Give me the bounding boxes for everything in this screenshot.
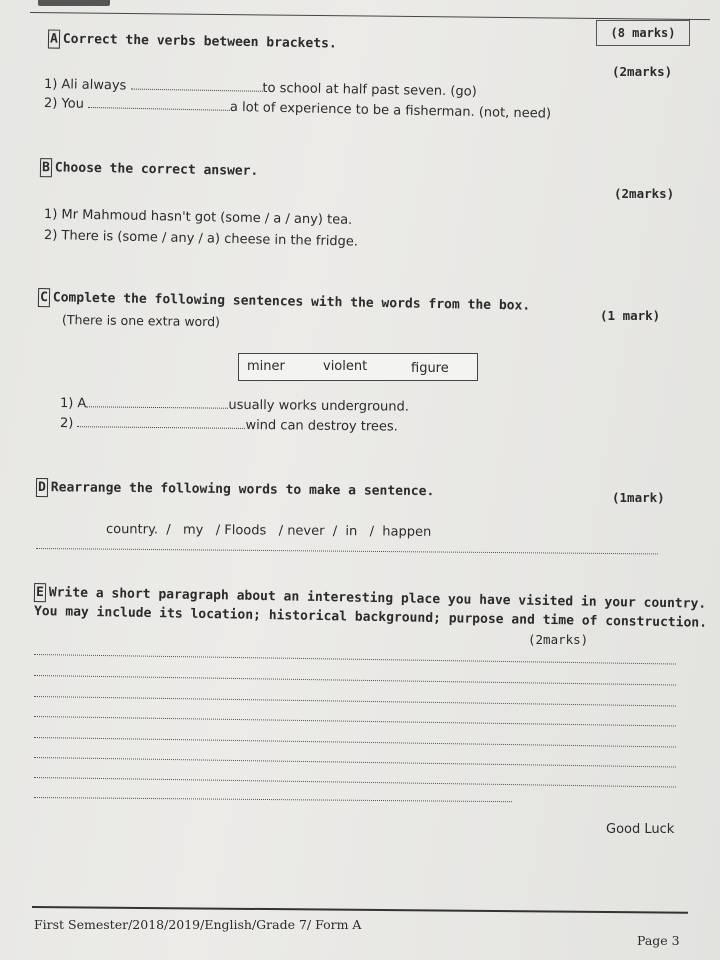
answer-blank[interactable] <box>130 88 262 92</box>
word-bank-word: miner <box>247 359 285 374</box>
word-bank-box <box>238 353 478 381</box>
section-c-note: (There is one extra word) <box>61 312 221 330</box>
section-d-letter: D <box>36 478 48 497</box>
writing-line[interactable] <box>34 696 676 707</box>
section-c-marks: (1 mark) <box>600 308 661 323</box>
section-d-words: country. / my / Floods / never / in / happen <box>105 522 432 540</box>
writing-line[interactable] <box>34 777 676 788</box>
cropped-heading <box>38 0 110 6</box>
section-b-letter: B <box>40 158 52 177</box>
good-luck-text: Good Luck <box>606 822 675 837</box>
total-marks: (8 marks) <box>610 26 676 40</box>
section-b-heading <box>40 158 259 181</box>
writing-line[interactable] <box>34 654 676 665</box>
section-e-marks: (2marks) <box>528 632 589 647</box>
writing-line[interactable] <box>34 716 676 727</box>
section-c-letter: C <box>38 288 50 307</box>
section-d-heading <box>36 478 435 501</box>
writing-line[interactable] <box>34 675 676 686</box>
section-d-instruction: Rearrange the following words to make a sentence. <box>50 480 435 500</box>
section-a-heading <box>48 29 337 53</box>
section-d-marks: (1mark) <box>612 490 665 505</box>
section-b-marks: (2marks) <box>614 186 675 201</box>
section-e-instruction-1: Write a short paragraph about an interesting place you have visited in your country. <box>48 585 707 612</box>
section-a-item-2: 2) You a lot of experience to be a fisherman. (not, need) <box>43 96 552 122</box>
total-marks-box <box>596 20 690 46</box>
section-a-letter: A <box>48 29 60 48</box>
section-d-answer-line[interactable] <box>36 548 658 554</box>
section-a-instruction: Correct the verbs between brackets. <box>62 31 337 52</box>
writing-line[interactable] <box>34 737 676 748</box>
answer-blank[interactable] <box>77 425 245 429</box>
section-b-item-1: 1) Mr Mahmoud hasn't got (some / a / any) tea. <box>43 207 353 228</box>
writing-line[interactable] <box>34 797 512 802</box>
footer-form: First Semester/2018/2019/English/Grade 7/ Form A <box>34 917 362 932</box>
section-a-marks: (2marks) <box>612 64 673 79</box>
section-c-item-1: 1) A usually works underground. <box>59 396 410 415</box>
section-e-instruction-2: You may include its location; historical background; purpose and time of construction. <box>33 604 708 631</box>
top-divider <box>30 12 710 20</box>
section-c-heading <box>38 288 531 316</box>
section-a-item-1: 1) Ali always to school at half past seven. (go) <box>43 77 477 100</box>
section-c-instruction: Complete the following sentences with the words from the box. <box>52 290 531 314</box>
section-e-letter: E <box>34 583 46 602</box>
word-bank-word: figure <box>411 361 449 376</box>
page-number: Page 3 <box>637 933 680 948</box>
section-b-instruction: Choose the correct answer. <box>54 160 259 179</box>
answer-blank[interactable] <box>88 106 230 111</box>
section-c-item-2: 2) wind can destroy trees. <box>59 416 398 435</box>
footer-divider <box>32 906 688 914</box>
section-b-item-2: 2) There is (some / any / a) cheese in the fridge. <box>43 228 359 250</box>
word-bank-word: violent <box>323 359 368 374</box>
answer-blank[interactable] <box>86 405 228 408</box>
writing-line[interactable] <box>34 757 676 768</box>
